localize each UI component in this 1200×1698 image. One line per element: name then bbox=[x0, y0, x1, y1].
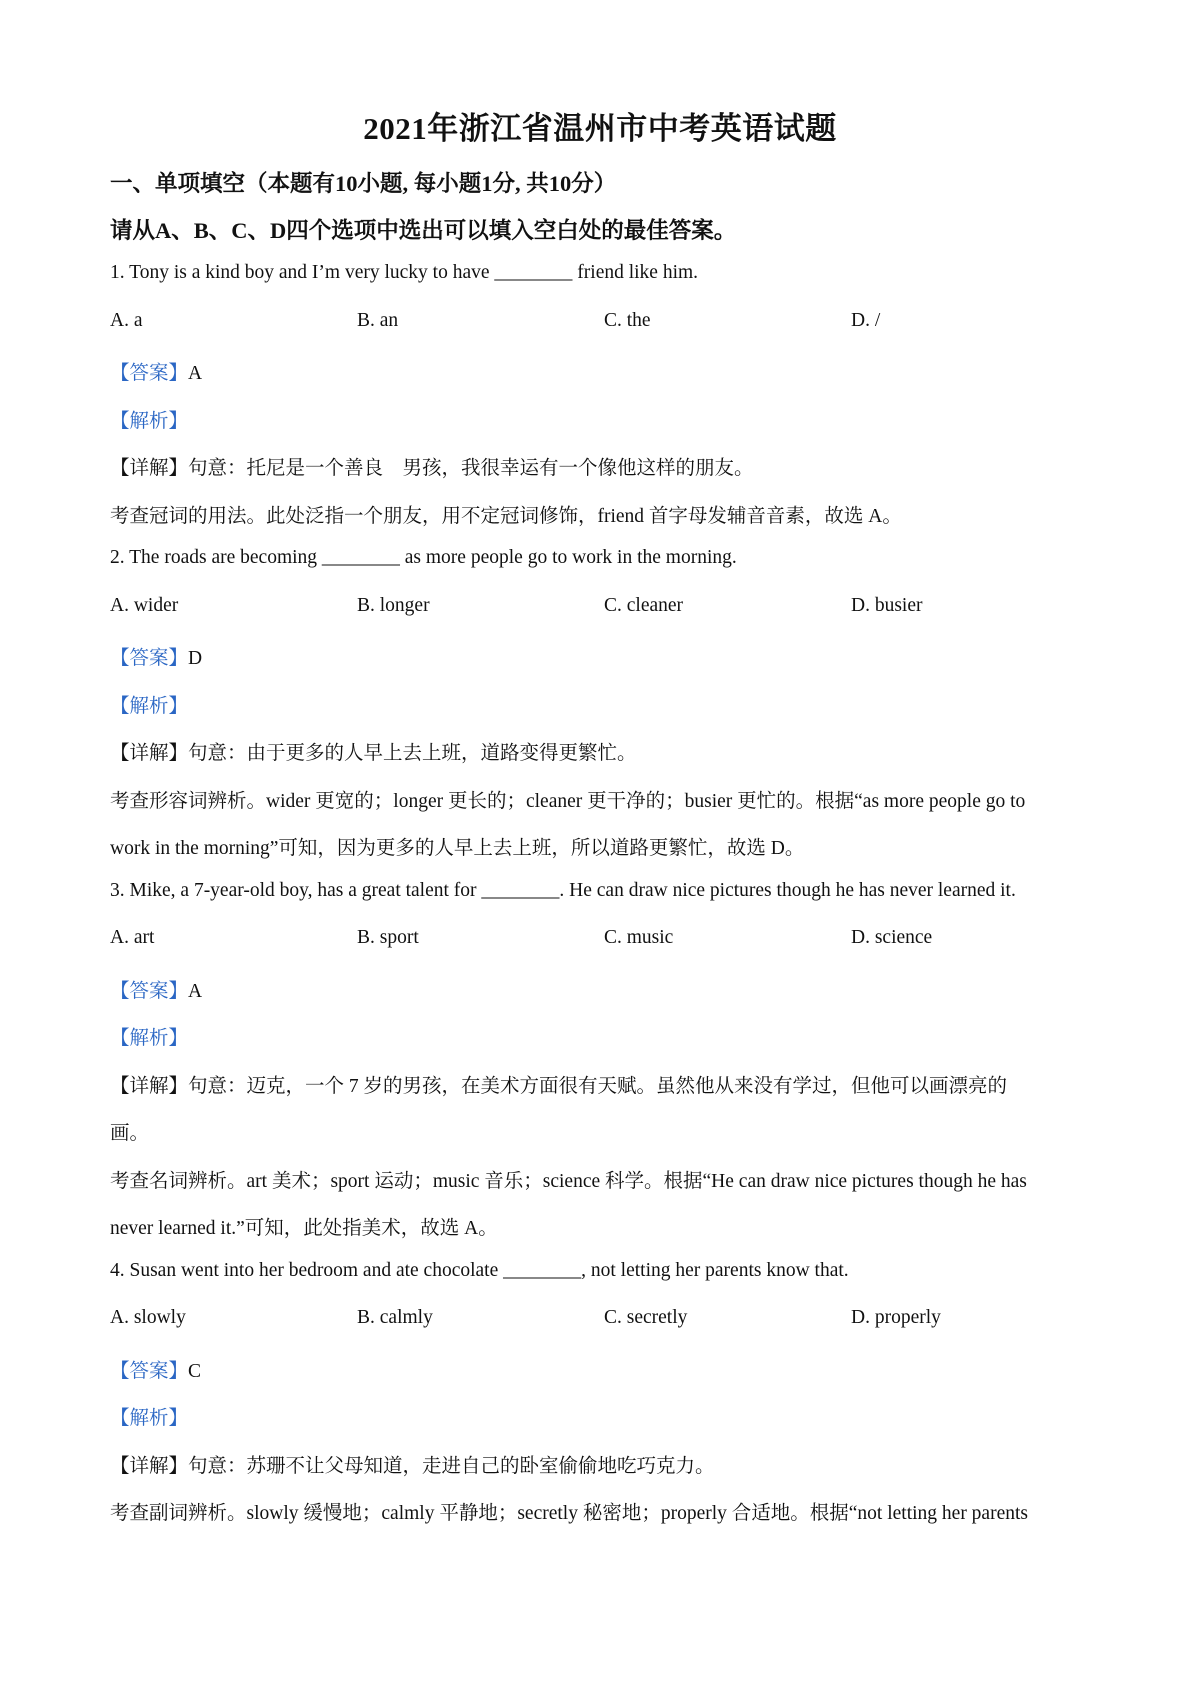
analysis-line bbox=[110, 690, 188, 718]
answer-value: C bbox=[188, 1360, 202, 1382]
question-stem: 4. Susan went into her bedroom and ate chocolate ________, not letting her parents know that. bbox=[110, 1259, 849, 1281]
explanation-line: never learned it.”可知，此处指美术，故选 A。 bbox=[110, 1218, 498, 1239]
section-heading: 一、单项填空（本题有10小题, 每小题1分, 共10分） bbox=[110, 171, 617, 196]
analysis-line bbox=[110, 405, 188, 433]
explanation-line: 考查冠词的用法。此处泛指一个朋友，用不定冠词修饰，friend 首字母发辅音音素，故选 A。 bbox=[110, 505, 902, 527]
answer-option: B. an bbox=[357, 309, 399, 331]
detail-line: 【详解】句意：由于更多的人早上去上班，道路变得更繁忙。 bbox=[110, 743, 637, 764]
explanation-line: work in the morning”可知，因为更多的人早上去上班，所以道路更繁忙，故选 D。 bbox=[110, 838, 805, 859]
answer-option: D. properly bbox=[851, 1307, 941, 1328]
answer-line bbox=[110, 975, 202, 1003]
answer-option: D. science bbox=[851, 927, 933, 948]
analysis-line bbox=[110, 1022, 188, 1050]
answer-option: A. art bbox=[110, 927, 155, 948]
explanation-line: 画。 bbox=[110, 1123, 150, 1144]
answer-option: C. music bbox=[604, 927, 674, 948]
analysis-tag: 【解析】 bbox=[110, 695, 189, 717]
detail-line: 【详解】句意：托尼是一个善良 男孩，我很幸运有一个像他这样的朋友。 bbox=[110, 458, 754, 479]
answer-option: B. calmly bbox=[357, 1307, 433, 1328]
answer-option: A. wider bbox=[110, 594, 179, 616]
answer-tag: 【答案】 bbox=[110, 980, 189, 1002]
answer-option: C. cleaner bbox=[604, 594, 684, 616]
analysis-line bbox=[110, 1402, 188, 1430]
answer-line bbox=[110, 642, 202, 670]
page-title: 2021年浙江省温州市中考英语试题 bbox=[363, 111, 837, 146]
answer-value: A bbox=[188, 980, 203, 1002]
analysis-tag: 【解析】 bbox=[110, 1028, 189, 1049]
answer-option: C. the bbox=[604, 309, 651, 331]
instruction: 请从A、B、C、D四个选项中选出可以填入空白处的最佳答案。 bbox=[110, 218, 737, 243]
detail-line: 【详解】句意：迈克，一个 7 岁的男孩，在美术方面很有天赋。虽然他从来没有学过，但他可以画漂亮的 bbox=[110, 1075, 1008, 1097]
answer-tag: 【答案】 bbox=[110, 1360, 189, 1382]
answer-option: A. a bbox=[110, 309, 143, 331]
answer-line bbox=[110, 1355, 201, 1383]
explanation-line: 考查副词辨析。slowly 缓慢地；calmly 平静地；secretly 秘密地；properly 合适地。根据“not letting her parents bbox=[110, 1503, 1028, 1524]
answer-option: D. busier bbox=[851, 594, 923, 616]
answer-option: A. slowly bbox=[110, 1307, 186, 1328]
detail-line: 【详解】句意：苏珊不让父母知道，走进自己的卧室偷偷地吃巧克力。 bbox=[110, 1455, 715, 1477]
answer-tag: 【答案】 bbox=[110, 648, 189, 669]
answer-line bbox=[110, 357, 202, 385]
analysis-tag: 【解析】 bbox=[110, 410, 189, 432]
answer-value: A bbox=[188, 363, 203, 384]
answer-value: D bbox=[188, 648, 203, 669]
question-stem: 2. The roads are becoming ________ as more people go to work in the morning. bbox=[110, 547, 737, 568]
answer-option: C. secretly bbox=[604, 1307, 688, 1328]
question-stem: 3. Mike, a 7-year-old boy, has a great talent for ________. He can draw nice pictures though he has never learned it. bbox=[110, 879, 1016, 901]
question-stem: 1. Tony is a kind boy and I’m very lucky to have ________ friend like him. bbox=[110, 262, 699, 283]
explanation-line: 考查名词辨析。art 美术；sport 运动；music 音乐；science 科学。根据“He can draw nice pictures though he has bbox=[110, 1170, 1027, 1192]
analysis-tag: 【解析】 bbox=[110, 1408, 189, 1429]
explanation-line: 考查形容词辨析。wider 更宽的；longer 更长的；cleaner 更干净的；busier 更忙的。根据“as more people go to bbox=[110, 790, 1026, 812]
answer-tag: 【答案】 bbox=[110, 363, 189, 384]
answer-option: D. / bbox=[851, 309, 881, 331]
answer-option: B. sport bbox=[357, 927, 419, 948]
answer-option: B. longer bbox=[357, 594, 430, 616]
